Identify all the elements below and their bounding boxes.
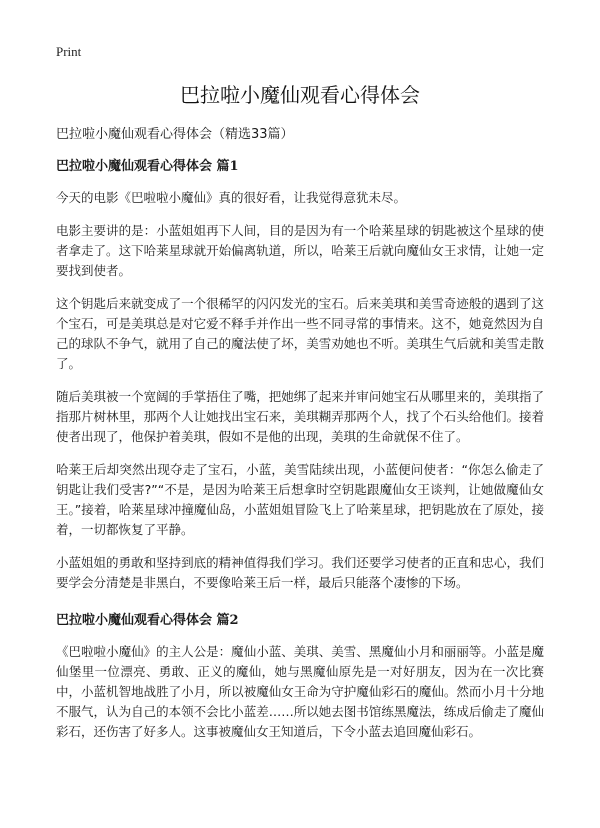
- paragraph: 今天的电影《巴啦啦小魔仙》真的很好看，让我觉得意犹未尽。: [56, 190, 407, 205]
- paragraph: 小蓝姐姐的勇敢和坚持到底的精神值得我们学习。我们还要学习使者的正直和忠心，我们要学会分清楚是非黑白，不要像哈莱王后一样，最后只能落个凄惨的下场。: [56, 555, 544, 590]
- paragraph: 电影主要讲的是：小蓝姐姐再下人间，目的是因为有一个哈莱星球的钥匙被这个星球的使者拿走了。这下哈莱星球就开始偏离轨道，所以，哈莱王后就向魔仙女王求情，让她一定要找到使者。: [56, 223, 544, 278]
- paragraph: 这个钥匙后来就变成了一个很稀罕的闪闪发光的宝石。后来美琪和美雪奇迹般的遇到了这个宝石，可是美琪总是对它爱不释手并作出一些不同寻常的事情来。这不，她竟然因为自己的球队不争气，就用了自己的魔法使了坏，美雪劝她也不听。美琪生气后就和美雪走散了。: [56, 296, 544, 371]
- paragraph: 哈莱王后却突然出现夺走了宝石，小蓝，美雪陆续出现，小蓝便问使者：“你怎么偷走了钥匙让我们受害?”“不是，是因为哈莱王后想拿时空钥匙跟魔仙女王谈判，让她做魔仙女王。”接着，哈莱星球冲撞魔仙岛，小蓝姐姐冒险飞上了哈莱星球，把钥匙放在了原处，接着，一切都恢复了平静。: [56, 462, 544, 537]
- section-2: [56, 612, 544, 742]
- section-heading: 巴拉啦小魔仙观看心得体会 篇1: [56, 159, 239, 174]
- print-label: Print: [56, 44, 82, 59]
- section-heading: 巴拉啦小魔仙观看心得体会 篇2: [56, 613, 239, 628]
- paragraph: 随后美琪被一个宽阔的手掌捂住了嘴，把她绑了起来并审问她宝石从哪里来的，美琪指了指那片树林里，那两个人让她找出宝石来，美琪糊弄那两个人，找了个石头给他们。接着使者出现了，他保护着美琪，假如不是他的出现，美琪的生命就保不住了。: [56, 389, 544, 444]
- section-1: [56, 158, 544, 593]
- document-subtitle: 巴拉啦小魔仙观看心得体会（精选33篇）: [56, 127, 294, 142]
- paragraph: 《巴啦啦小魔仙》的主人公是：魔仙小蓝、美琪、美雪、黑魔仙小月和丽丽等。小蓝是魔仙堡里一位漂亮、勇敢、正义的魔仙，她与黑魔仙原先是一对好朋友，因为在一次比赛中，小蓝机智地战胜了小月，所以被魔仙女王命为守护魔仙彩石的魔仙。然而小月十分地不服气，认为自己的本领不会比小蓝差……所以她去图书馆练黑魔法，练成后偷走了魔仙彩石，还伤害了好多人。这事被魔仙女王知道后，下令小蓝去追回魔仙彩石。: [56, 644, 544, 739]
- document-title: 巴拉啦小魔仙观看心得体会: [180, 83, 420, 107]
